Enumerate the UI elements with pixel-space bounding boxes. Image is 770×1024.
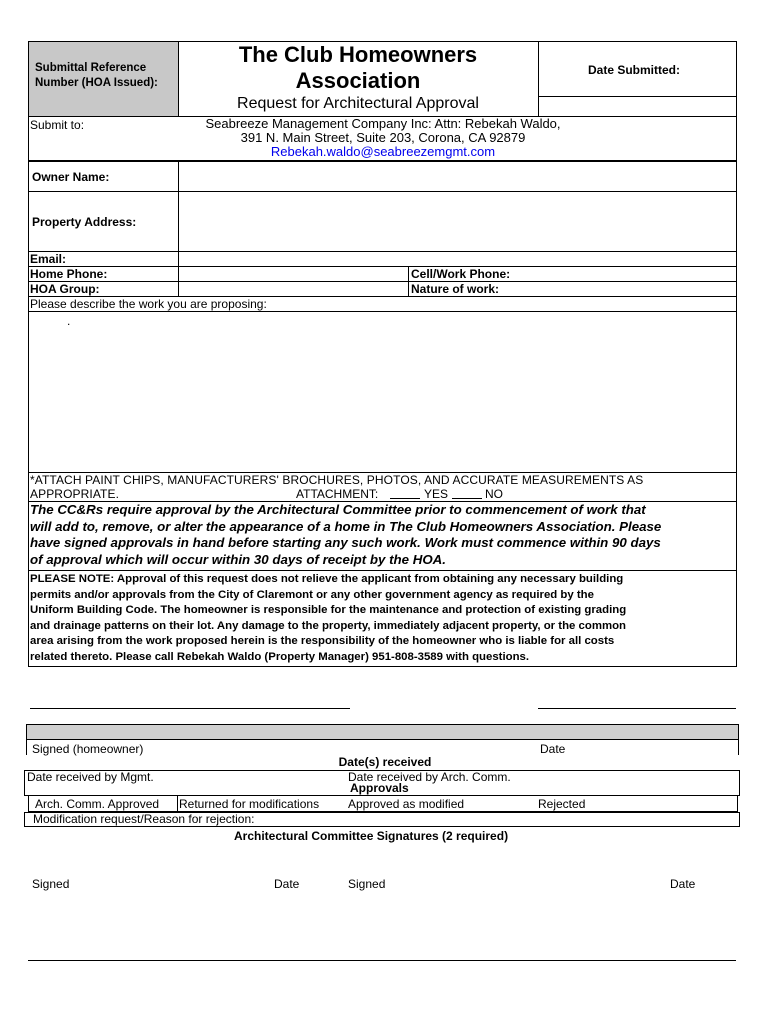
date-submitted-field[interactable] xyxy=(540,42,736,95)
modification-reason-label[interactable]: Modification request/Reason for rejection: xyxy=(33,812,255,826)
date-received-mgmt[interactable]: Date received by Mgmt. xyxy=(27,770,154,784)
hoa-group-label: HOA Group: xyxy=(30,282,100,296)
attach-instructions: *ATTACH PAINT CHIPS, MANUFACTURERS' BROCHURES, PHOTOS, AND ACCURATE MEASUREMENTS AS APPROPRIATE. xyxy=(30,473,644,501)
date-submitted-label: Date Submitted: xyxy=(588,63,681,77)
attachment-no: NO xyxy=(485,487,503,501)
date-received-arch[interactable]: Date received by Arch. Comm. xyxy=(348,770,511,784)
dates-received-heading: Date(s) received xyxy=(338,755,432,769)
ref-label: Submittal Reference Number (HOA Issued): xyxy=(35,62,158,89)
home-phone-label: Home Phone: xyxy=(30,267,108,281)
describe-work-label: Please describe the work you are proposing: xyxy=(30,297,267,311)
approved-as-modified-option[interactable]: Approved as modified xyxy=(348,797,465,811)
homeowner-date-line[interactable] xyxy=(538,708,736,709)
committee-signatures-heading: Architectural Committee Signatures (2 required) xyxy=(234,829,509,843)
approvals-heading: Approvals xyxy=(350,781,409,795)
email-label: Email: xyxy=(30,252,67,266)
signed-homeowner-label: Signed (homeowner) xyxy=(32,742,144,756)
attachment-yes: YES xyxy=(424,487,449,501)
email-field[interactable] xyxy=(180,252,736,265)
attachment-no-blank[interactable] xyxy=(452,498,482,499)
homeowner-signature-line[interactable] xyxy=(30,708,350,709)
hoa-group-field[interactable] xyxy=(180,282,407,296)
rejected-option[interactable]: Rejected xyxy=(538,797,586,811)
committee-date-1[interactable]: Date xyxy=(274,877,300,891)
returned-for-modifications-option[interactable]: Returned for modifications xyxy=(179,797,320,811)
arch-comm-approved-option[interactable]: Arch. Comm. Approved xyxy=(35,797,160,811)
work-description-field[interactable] xyxy=(30,313,735,470)
owner-name-field[interactable] xyxy=(180,162,736,190)
cell-phone-label: Cell/Work Phone: xyxy=(411,267,511,281)
stray-dot: . xyxy=(67,314,71,328)
please-note: PLEASE NOTE: Approval of this request does not relieve the applicant from obtaining any necessary building permits and/or approvals from the City of Claremont or any other government agency as required by the Uniform Building Code. The homeowner is responsible for the maintenance and protection of existing grading and drainage patterns on their lot. Any damage to the property, immediately adjacent property, or the common area arising from the work proposed herein is the responsibility of the homeowner who is liable for all costs related thereto. Please call Rebekah Waldo (Property Manager) 951-808-3589 with questions. xyxy=(30,573,627,663)
homeowner-date-label: Date xyxy=(540,742,566,756)
bottom-rule xyxy=(28,960,736,961)
property-address-label: Property Address: xyxy=(32,215,137,229)
attachment-label: ATTACHMENT: xyxy=(296,487,379,501)
submit-to-address: Seabreeze Management Company Inc: Attn: Rebekah Waldo, 391 N. Main Street, Suite 203, Corona, CA 92879 Rebekah.waldo@seabreezemgmt.com xyxy=(205,116,561,159)
attachment-yes-blank[interactable] xyxy=(390,498,420,499)
property-address-field[interactable] xyxy=(180,192,736,250)
home-phone-field[interactable] xyxy=(180,267,407,280)
nature-of-work-label: Nature of work: xyxy=(411,282,500,296)
form-subtitle: Request for Architectural Approval xyxy=(237,95,479,112)
manager-email-link[interactable]: Rebekah.waldo@seabreezemgmt.com xyxy=(270,144,496,159)
committee-date-2[interactable]: Date xyxy=(670,877,696,891)
owner-name-label: Owner Name: xyxy=(32,170,110,184)
office-use-band xyxy=(26,724,739,740)
form-title: The Club Homeowners Association xyxy=(238,42,478,93)
committee-signed-2[interactable]: Signed xyxy=(348,877,386,891)
submit-to-label: Submit to: xyxy=(30,118,85,132)
committee-signed-1[interactable]: Signed xyxy=(32,877,70,891)
ccrs-notice: The CC&Rs require approval by the Architectural Committee prior to commencement of work that will add to, remove, or alter the appearance of a home in The Club Homeowners Association. Please have signed approvals in hand before starting any such work. Work must commence within 90 days of approval which will occur within 30 days of receipt by the HOA. xyxy=(30,502,662,567)
